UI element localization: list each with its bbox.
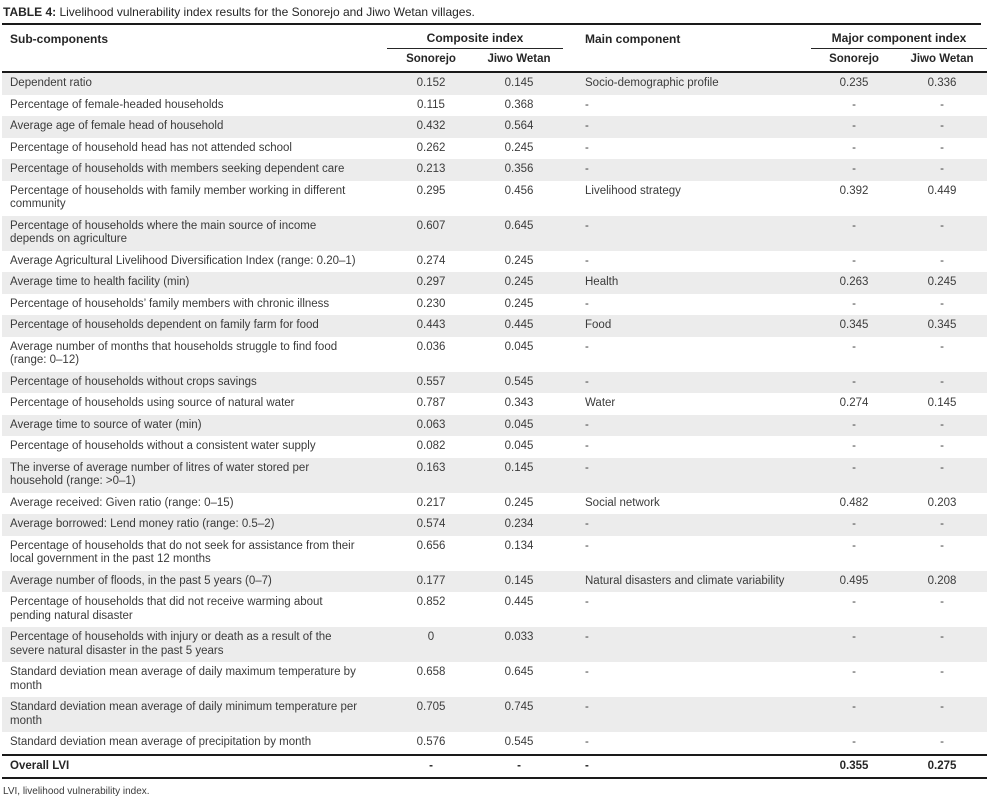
composite-jiwo-wetan-cell: 0.134 (504, 539, 534, 552)
table-row (2, 95, 987, 117)
major-jiwo-wetan-cell: 0.336 (927, 77, 957, 89)
major-sonorejo-cell: - (852, 254, 856, 267)
composite-jiwo-wetan-cell: 0.445 (504, 596, 534, 608)
table-row (2, 536, 987, 571)
sub-component-cell: Standard deviation mean average of daily maximum temperature by month (10, 666, 356, 692)
major-sonorejo-cell: - (852, 440, 856, 452)
main-component-cell: Social network (585, 496, 660, 509)
major-sonorejo-cell: - (852, 518, 856, 530)
overall-lvi-row (2, 755, 987, 779)
table-footnote: LVI, livelihood vulnerability index. (3, 786, 150, 797)
composite-jiwo-wetan-cell: 0.145 (504, 574, 534, 587)
composite-sonorejo-cell: 0.557 (416, 375, 446, 388)
table-row (2, 627, 987, 662)
main-component-cell: - (585, 98, 589, 111)
col-header-composite-sonorejo: Sonorejo (406, 53, 456, 65)
main-component-cell: - (585, 340, 589, 353)
table-row (2, 216, 987, 251)
table-title-text: Livelihood vulnerability index results for the Sonorejo and Jiwo Wetan villages. (59, 5, 475, 19)
sub-component-cell: Average received: Given ratio (range: 0–15) (10, 496, 234, 509)
table-row (2, 592, 987, 627)
sub-component-cell: Average time to source of water (min) (10, 418, 202, 431)
table-row (2, 72, 987, 95)
sub-component-cell: Percentage of households with injury or death as a result of the severe natural disaster in the past 5 years (10, 631, 332, 657)
composite-sonorejo-cell: 0.262 (416, 141, 446, 154)
composite-sonorejo-cell: 0.115 (417, 98, 445, 111)
composite-sonorejo-cell: 0.295 (416, 184, 446, 197)
composite-jiwo-wetan-cell: 0.245 (504, 254, 534, 267)
main-component-cell: - (585, 297, 589, 310)
sub-component-cell: Dependent ratio (10, 77, 92, 89)
table-row (2, 294, 987, 316)
main-component-cell: Socio-demographic profile (585, 77, 719, 89)
composite-jiwo-wetan-cell: 0.368 (504, 98, 534, 111)
sub-component-cell: Standard deviation mean average of precipitation by month (10, 736, 312, 748)
table-row (2, 514, 987, 536)
table-row (2, 493, 987, 515)
main-component-cell: Health (585, 276, 619, 288)
major-sonorejo-cell: - (852, 98, 856, 111)
composite-jiwo-wetan-cell: 0.456 (504, 184, 534, 197)
overall-major-jiwo-wetan: 0.275 (927, 759, 957, 772)
major-jiwo-wetan-cell: 0.449 (927, 184, 957, 197)
table-row (2, 697, 987, 732)
col-header-composite-index: Composite index (387, 25, 563, 49)
composite-jiwo-wetan-cell: 0.545 (504, 736, 534, 748)
sub-component-cell: Percentage of households’ family members with chronic illness (10, 297, 330, 310)
major-sonorejo-cell: - (852, 219, 856, 232)
col-header-major-component-index: Major component index (811, 25, 987, 49)
sub-component-cell: Percentage of female-headed households (10, 98, 224, 111)
composite-jiwo-wetan-cell: 0.445 (504, 319, 534, 331)
lvi-results-table (2, 25, 987, 779)
table-row (2, 337, 987, 372)
composite-sonorejo-cell: 0.082 (416, 440, 446, 452)
major-jiwo-wetan-cell: - (940, 701, 944, 713)
table-footer-row (2, 755, 987, 779)
col-header-main-component: Main component (585, 32, 681, 46)
table-header (2, 25, 987, 72)
composite-jiwo-wetan-cell: 0.245 (504, 496, 534, 509)
composite-jiwo-wetan-cell: 0.245 (504, 141, 534, 154)
composite-sonorejo-cell: 0.787 (416, 397, 446, 409)
sub-component-cell: Average number of floods, in the past 5 years (0–7) (10, 574, 272, 587)
composite-sonorejo-cell: 0.852 (416, 596, 446, 608)
major-jiwo-wetan-cell: - (940, 631, 944, 643)
major-sonorejo-cell: - (852, 120, 856, 132)
major-sonorejo-cell: - (852, 375, 856, 388)
major-sonorejo-cell: 0.495 (839, 574, 869, 587)
main-component-cell: - (585, 141, 589, 154)
major-sonorejo-cell: 0.345 (839, 319, 869, 331)
main-component-cell: - (585, 701, 589, 713)
major-jiwo-wetan-cell: - (940, 340, 944, 353)
major-jiwo-wetan-cell: - (940, 736, 944, 748)
major-sonorejo-cell: - (852, 596, 856, 608)
major-jiwo-wetan-cell: - (940, 418, 944, 431)
sub-component-cell: Percentage of households with members seeking dependent care (10, 163, 345, 175)
overall-label: Overall LVI (10, 759, 70, 772)
main-component-cell: - (585, 375, 589, 388)
major-jiwo-wetan-cell: - (940, 440, 944, 452)
major-sonorejo-cell: 0.274 (839, 397, 869, 409)
composite-sonorejo-cell: 0.217 (416, 496, 446, 509)
table-row (2, 138, 987, 160)
table-row (2, 415, 987, 437)
composite-sonorejo-cell: 0.163 (416, 461, 446, 474)
main-component-cell: - (585, 461, 589, 474)
col-header-sub-components: Sub-components (10, 32, 108, 46)
col-header-major-sonorejo: Sonorejo (829, 53, 879, 65)
major-sonorejo-cell: - (852, 666, 856, 678)
major-sonorejo-cell: - (852, 297, 856, 310)
sub-component-cell: Average time to health facility (min) (10, 276, 190, 288)
composite-sonorejo-cell: 0.213 (416, 163, 446, 175)
table-number-label: TABLE 4: (3, 5, 57, 19)
composite-jiwo-wetan-cell: 0.564 (504, 120, 534, 132)
sub-component-cell: Percentage of households dependent on family farm for food (10, 319, 319, 331)
composite-sonorejo-cell: 0.658 (416, 666, 446, 678)
composite-sonorejo-cell: 0.443 (416, 319, 446, 331)
major-sonorejo-cell: 0.263 (839, 276, 869, 288)
major-jiwo-wetan-cell: - (940, 666, 944, 678)
sub-component-cell: Percentage of households that did not receive warming about pending natural disaster (10, 596, 323, 622)
sub-component-cell: Percentage of households where the main source of income depends on agriculture (10, 219, 317, 245)
table-row (2, 251, 987, 273)
table-row (2, 272, 987, 294)
major-jiwo-wetan-cell: - (940, 219, 944, 232)
major-jiwo-wetan-cell: - (940, 461, 944, 474)
composite-sonorejo-cell: 0.230 (416, 297, 446, 310)
col-header-major-jiwo-wetan: Jiwo Wetan (910, 53, 974, 65)
table-row (2, 662, 987, 697)
composite-jiwo-wetan-cell: 0.245 (504, 276, 534, 288)
composite-sonorejo-cell: 0.036 (416, 340, 446, 353)
sub-component-cell: Percentage of households that do not seek for assistance from their local government in the past 12 months (10, 539, 355, 565)
main-component-cell: Water (585, 397, 616, 409)
major-sonorejo-cell: - (852, 163, 856, 175)
composite-sonorejo-cell: 0 (427, 631, 435, 643)
major-jiwo-wetan-cell: 0.203 (927, 496, 957, 509)
sub-component-cell: The inverse of average number of litres of water stored per household (range: >0–1) (10, 461, 310, 487)
overall-major-sonorejo: 0.355 (839, 759, 869, 772)
table-row (2, 732, 987, 755)
major-jiwo-wetan-cell: 0.145 (927, 397, 957, 409)
table-row (2, 571, 987, 593)
main-component-cell: - (585, 631, 589, 643)
table-row (2, 116, 987, 138)
major-sonorejo-cell: - (852, 539, 856, 552)
composite-jiwo-wetan-cell: 0.045 (504, 340, 534, 353)
major-jiwo-wetan-cell: - (940, 98, 944, 111)
composite-jiwo-wetan-cell: 0.356 (504, 163, 534, 175)
major-sonorejo-cell: - (852, 418, 856, 431)
sub-component-cell: Percentage of households without a consistent water supply (10, 440, 316, 452)
composite-jiwo-wetan-cell: 0.145 (504, 77, 534, 89)
major-jiwo-wetan-cell: 0.245 (927, 276, 957, 288)
composite-sonorejo-cell: 0.656 (416, 539, 446, 552)
composite-sonorejo-cell: 0.063 (416, 418, 446, 431)
major-sonorejo-cell: - (852, 736, 856, 748)
table-row (2, 159, 987, 181)
sub-component-cell: Standard deviation mean average of daily minimum temperature per month (10, 701, 358, 727)
col-header-composite-jiwo-wetan: Jiwo Wetan (487, 53, 551, 65)
main-component-cell: Livelihood strategy (585, 184, 681, 197)
main-component-cell: - (585, 518, 589, 530)
major-jiwo-wetan-cell: 0.345 (927, 319, 957, 331)
composite-sonorejo-cell: 0.177 (416, 574, 446, 587)
composite-jiwo-wetan-cell: 0.745 (504, 701, 534, 713)
major-sonorejo-cell: - (852, 141, 856, 154)
major-jiwo-wetan-cell: - (940, 596, 944, 608)
composite-jiwo-wetan-cell: 0.645 (504, 219, 534, 232)
composite-jiwo-wetan-cell: 0.145 (504, 461, 534, 474)
sub-component-cell: Average Agricultural Livelihood Diversification Index (range: 0.20–1) (10, 254, 356, 267)
table-row (2, 181, 987, 216)
major-jiwo-wetan-cell: - (940, 254, 944, 267)
major-jiwo-wetan-cell: - (940, 539, 944, 552)
main-component-cell: - (585, 120, 589, 132)
composite-jiwo-wetan-cell: 0.045 (504, 440, 534, 452)
composite-sonorejo-cell: 0.152 (416, 77, 446, 89)
composite-sonorejo-cell: 0.705 (416, 701, 446, 713)
major-sonorejo-cell: 0.235 (839, 77, 869, 89)
overall-composite-jiwo-wetan: - (517, 759, 521, 772)
table-row (2, 393, 987, 415)
composite-sonorejo-cell: 0.576 (416, 736, 446, 748)
major-sonorejo-cell: 0.482 (839, 496, 869, 509)
major-jiwo-wetan-cell: - (940, 297, 944, 310)
sub-component-cell: Average number of months that households struggle to find food (range: 0–12) (10, 340, 338, 366)
main-component-cell: - (585, 219, 589, 232)
main-component-cell: - (585, 666, 589, 678)
main-component-cell: - (585, 163, 589, 175)
major-sonorejo-cell: - (852, 340, 856, 353)
major-jiwo-wetan-cell: - (940, 141, 944, 154)
composite-jiwo-wetan-cell: 0.545 (504, 375, 534, 388)
main-component-cell: - (585, 539, 589, 552)
composite-sonorejo-cell: 0.297 (416, 276, 446, 288)
composite-sonorejo-cell: 0.432 (416, 120, 446, 132)
main-component-cell: - (585, 440, 589, 452)
major-jiwo-wetan-cell: - (940, 375, 944, 388)
sub-component-cell: Percentage of households using source of natural water (10, 397, 295, 409)
composite-jiwo-wetan-cell: 0.645 (504, 666, 534, 678)
composite-jiwo-wetan-cell: 0.245 (504, 297, 534, 310)
major-jiwo-wetan-cell: - (940, 120, 944, 132)
main-component-cell: - (585, 418, 589, 431)
major-sonorejo-cell: - (852, 701, 856, 713)
sub-component-cell: Average age of female head of household (10, 120, 224, 132)
table-row (2, 372, 987, 394)
table-row (2, 458, 987, 493)
main-component-cell: Natural disasters and climate variability (585, 574, 785, 587)
major-sonorejo-cell: - (852, 461, 856, 474)
sub-component-cell: Percentage of households without crops savings (10, 375, 257, 388)
table-row (2, 436, 987, 458)
major-jiwo-wetan-cell: - (940, 518, 944, 530)
main-component-cell: - (585, 596, 589, 608)
overall-composite-sonorejo: - (429, 759, 433, 772)
major-jiwo-wetan-cell: - (940, 163, 944, 175)
main-component-cell: Food (585, 319, 612, 331)
sub-component-cell: Average borrowed: Lend money ratio (range: 0.5–2) (10, 518, 275, 530)
table-title (2, 2, 981, 25)
main-component-cell: - (585, 254, 589, 267)
composite-jiwo-wetan-cell: 0.343 (504, 397, 534, 409)
sub-component-cell: Percentage of household head has not attended school (10, 141, 292, 154)
main-component-cell: - (585, 736, 589, 748)
composite-jiwo-wetan-cell: 0.033 (504, 631, 534, 643)
overall-main-component: - (585, 759, 589, 772)
sub-component-cell: Percentage of households with family member working in different community (10, 184, 346, 210)
composite-sonorejo-cell: 0.574 (416, 518, 446, 530)
table-row (2, 315, 987, 337)
table-body (2, 72, 987, 755)
composite-jiwo-wetan-cell: 0.234 (504, 518, 534, 530)
composite-sonorejo-cell: 0.274 (416, 254, 446, 267)
major-sonorejo-cell: 0.392 (839, 184, 869, 197)
major-jiwo-wetan-cell: 0.208 (927, 574, 957, 587)
major-sonorejo-cell: - (852, 631, 856, 643)
composite-jiwo-wetan-cell: 0.045 (504, 418, 534, 431)
composite-sonorejo-cell: 0.607 (416, 219, 446, 232)
